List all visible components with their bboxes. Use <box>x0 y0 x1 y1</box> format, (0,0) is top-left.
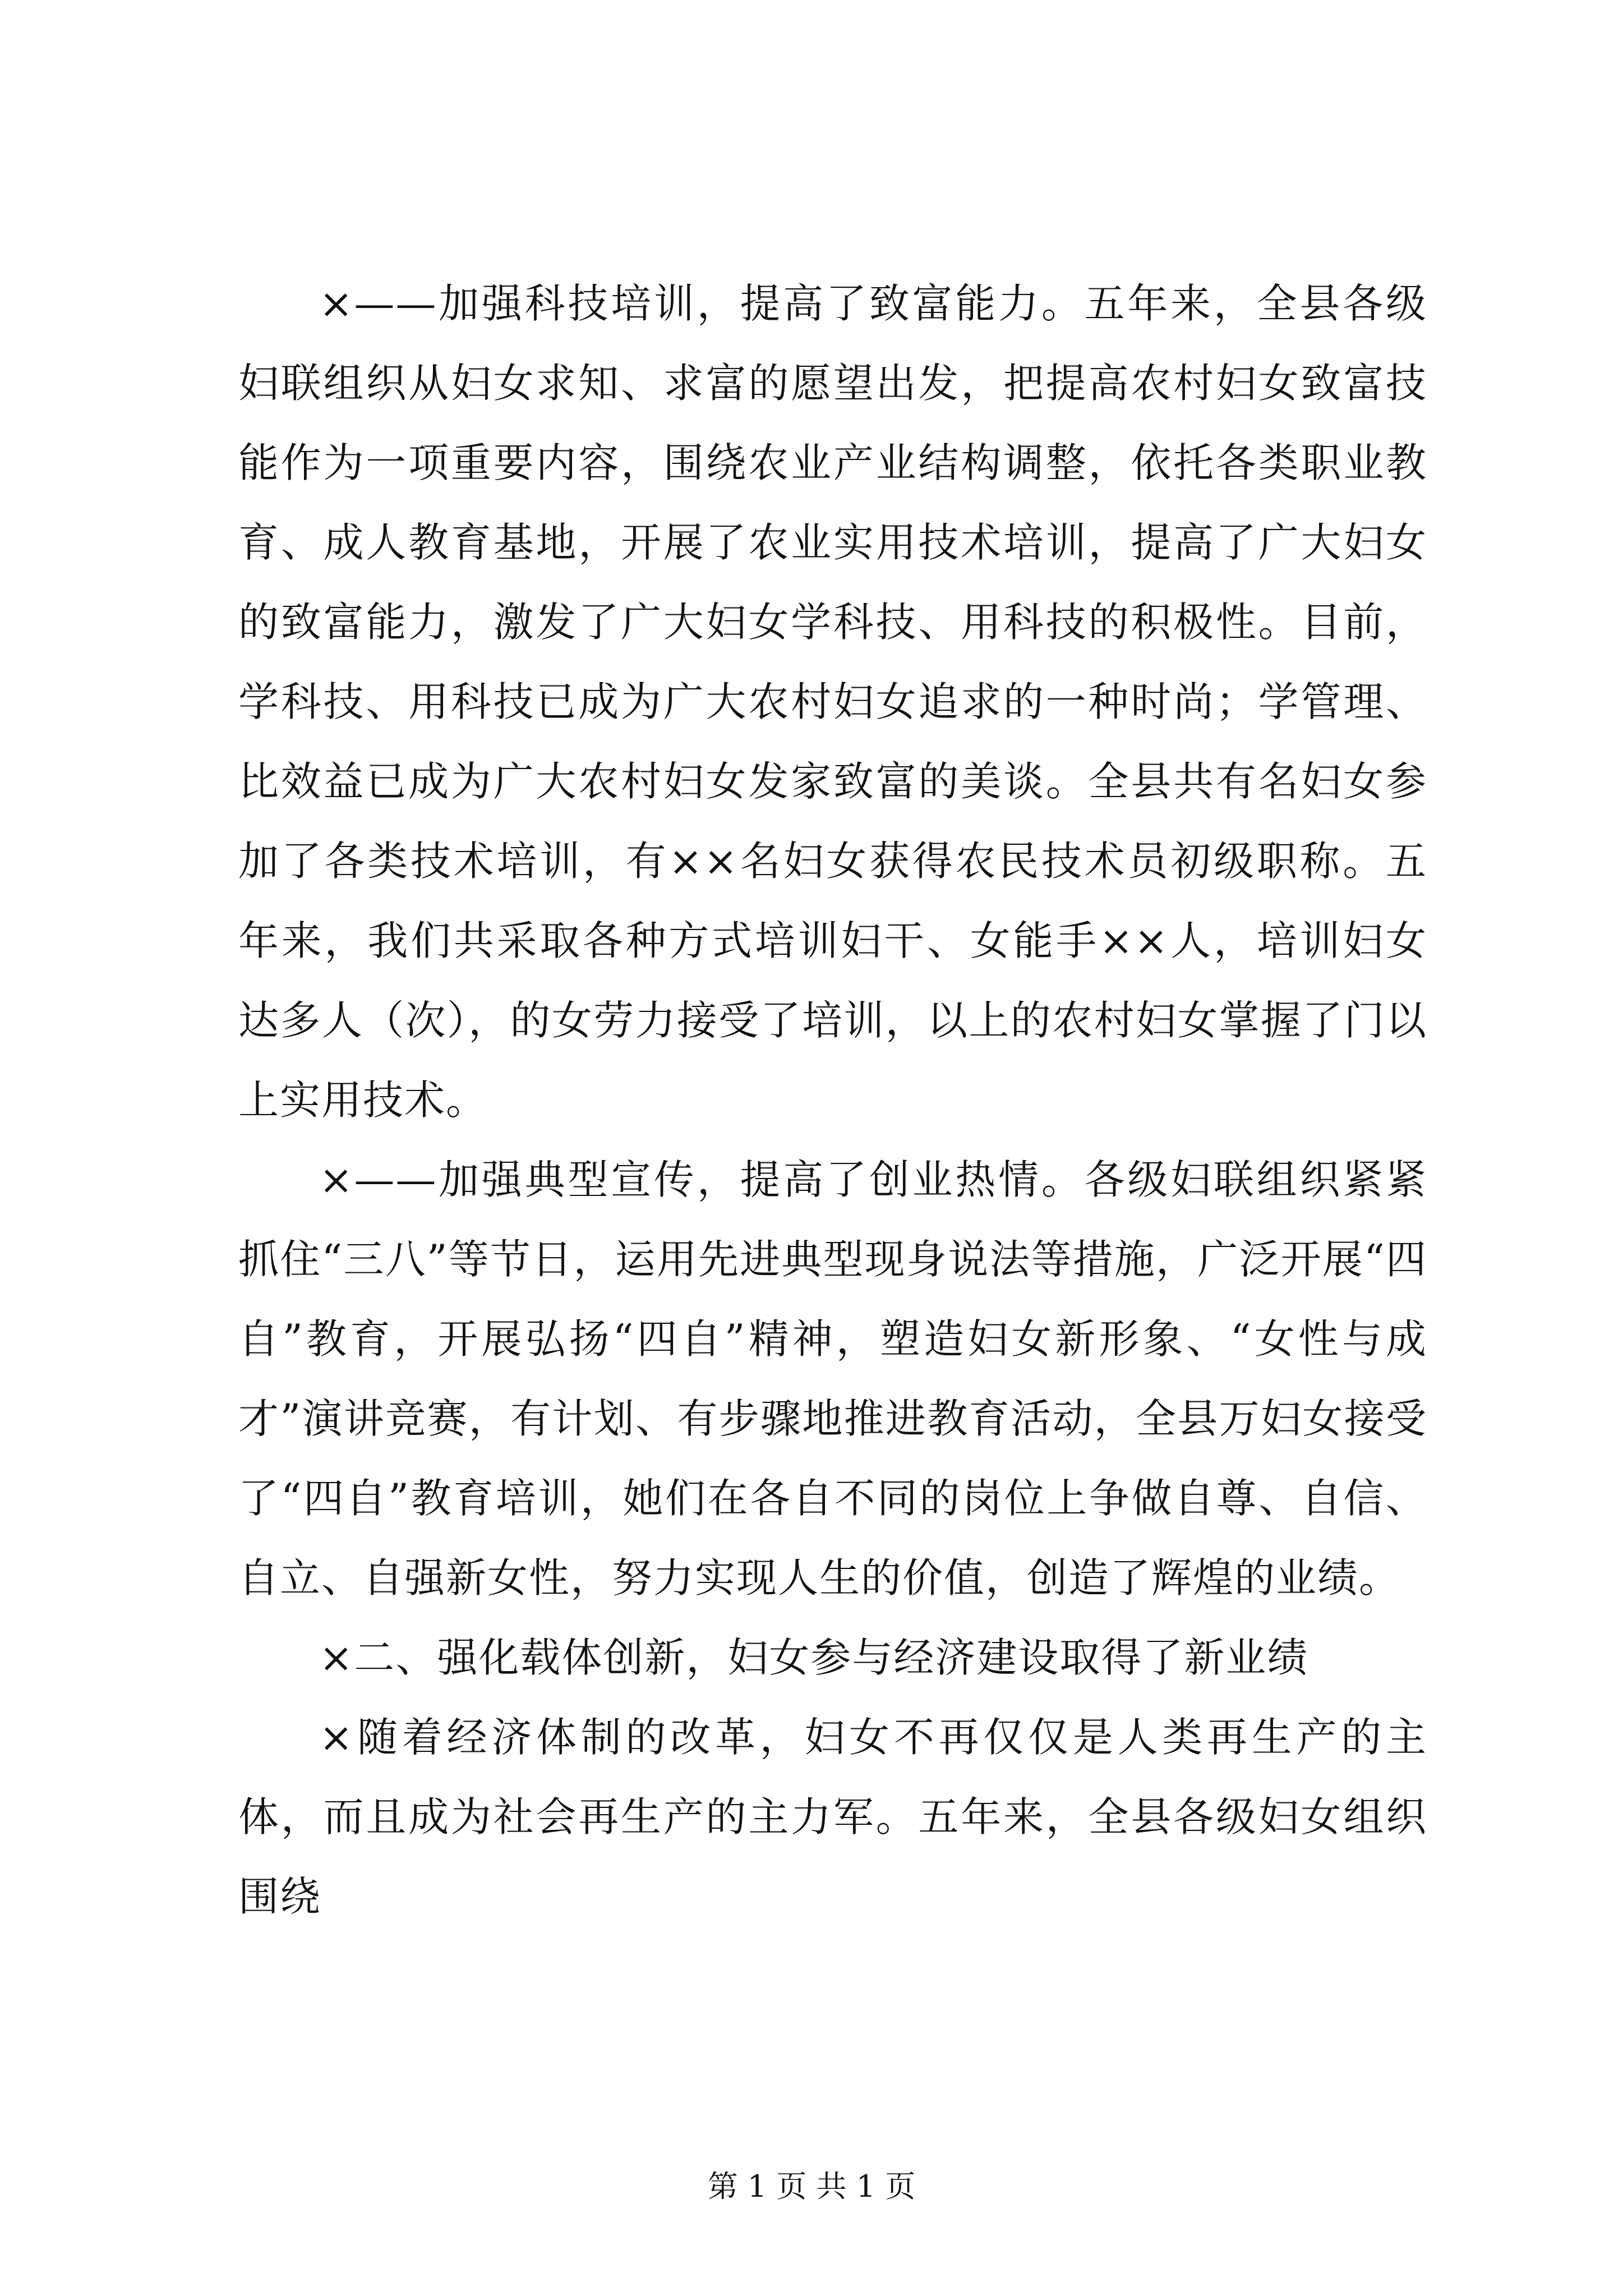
page-number-footer: 第 1 页 共 1 页 <box>707 2169 916 2204</box>
paragraph-economic-reform: ×随着经济体制的改革，妇女不再仅仅是人类再生产的主体，而且成为社会再生产的主力军。五年来，全县各级妇女组织围绕 <box>238 1714 1427 1920</box>
paragraph-tech-training: ×——加强科技培训，提高了致富能力。五年来，全县各级妇联组织从妇女求知、求富的愿望出发，把提高农村妇女致富技能作为一项重要内容，围绕农业产业结构调整，依托各类职业教育、成人教育基地，开展了农业实用技术培训，提高了广大妇女的致富能力，激发了广大妇女学科技、用科技的积极性。目前，学科技、用科技已成为广大农村妇女追求的一种时尚；学管理、比效益已成为广大农村妇女发家致富的美谈。全县共有名妇女参加了各类技术培训，有××名妇女获得农民技术员初级职称。五年来，我们共采取各种方式培训妇干、女能手××人，培训妇女达多人（次），的女劳力接受了培训，以上的农村妇女掌握了门以上实用技术。 <box>238 280 1427 1124</box>
paragraph-typical-publicity: ×——加强典型宣传，提高了创业热情。各级妇联组织紧紧抓住“三八”等节日，运用先进典型现身说法等措施，广泛开展“四自”教育，开展弘扬“四自”精神，塑造妇女新形象、“女性与成才”演讲竞赛，有计划、有步骤地推进教育活动，全县万妇女接受了“四自”教育培训，她们在各自不同的岗位上争做自尊、自信、自立、自强新女性，努力实现人生的价值，创造了辉煌的业绩。 <box>238 1156 1427 1602</box>
section-heading: ×二、强化载体创新，妇女参与经济建设取得了新业绩 <box>319 1634 1309 1681</box>
document-body <box>238 264 1427 1936</box>
